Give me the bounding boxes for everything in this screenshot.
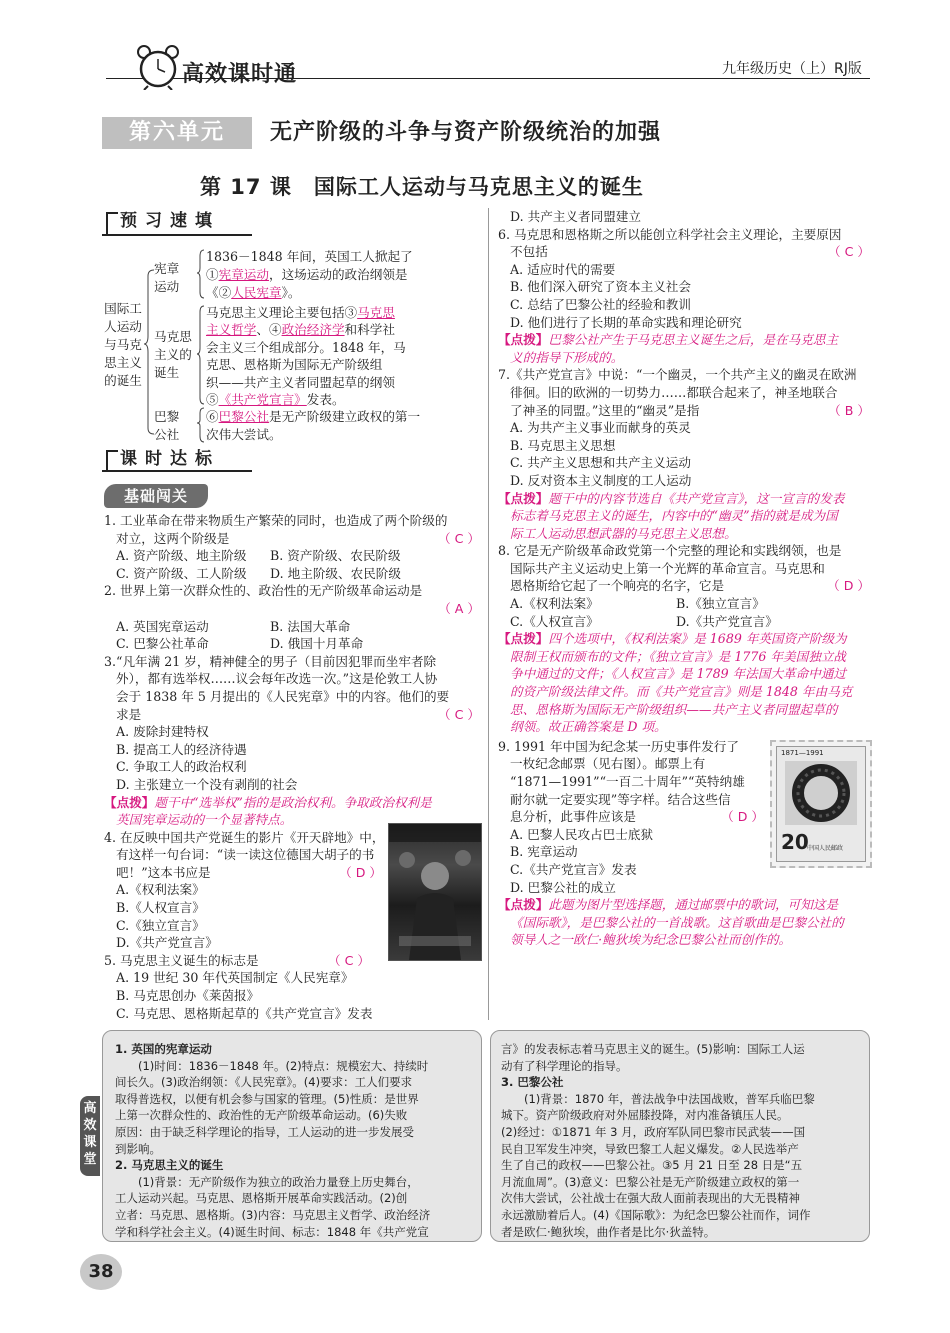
tip-text: 英国宪章运动的一个显著特点。 [116,812,293,828]
option-a: A. 资产阶级、地主阶级 [116,548,247,564]
tip-text: 争中通过的文件；《人权宣言》是 1789 年法国大革命中通过 [510,666,847,682]
fill-answer: 宪章运动 [218,267,269,282]
section-preview-title: 预习速填 [120,211,220,231]
text-span: 》。 [281,285,301,300]
text-line: 织——共产主义者同盟起草的纲领 [206,374,395,390]
tip-text: 思、恩格斯为国际无产阶级组织——共产主义者同盟起草的 [510,701,838,717]
option-c: C. 争取工人的政治权利 [116,759,247,775]
page-number: 38 [80,1254,122,1290]
question-stem: 4. 在反映中国共产党诞生的影片《开天辟地》中， [104,829,385,845]
text-line [206,266,413,284]
stem-text: 求是 [116,706,142,722]
fill-answer: 《共产党宣言》 [218,392,307,408]
stem-text: 吧！”这本书应是 [116,864,211,880]
knowledge-box-left [102,1030,482,1242]
option-a: A. 为共产主义事业而献身的英灵 [510,420,691,436]
tip-text: 标志着马克思主义的诞生，内容中的“幽灵”指的就是成为国 [510,508,838,524]
knowledge-line: 间长久。(3)政治纲领：《人民宪章》。(4)要求：工人们要求 [115,1075,413,1090]
text-span: 和科学社 [344,322,395,338]
text-span: 、④ [256,322,282,338]
root-line: 与马克 [104,337,142,352]
knowledge-line: (2)经过：①1871 年 3 月，政府军队同巴黎市民武装——国 [501,1124,806,1139]
options-row [498,595,870,613]
stem-text: 不包括 [510,244,548,260]
branch-label-chartism [154,260,179,296]
option-c: C.《人权宣言》 [510,613,599,629]
tip-text: 的资产阶级法律文件。而《共产党宣言》则是 1848 年由马克 [510,684,853,700]
option-d: D. 他们进行了长期的革命实践和理论研究 [510,314,742,330]
question-2 [104,582,480,652]
question-stem: 7.《共产党宣言》中说：“一个幽灵，一个共产主义的幽灵在欧洲 [498,367,857,383]
tip-text: 题干中“选举权”指的是政治权利。争取政治权利是 [154,794,432,810]
question-stem [498,577,870,595]
option-b: B.《人权宣言》 [116,900,205,916]
knowledge-line: 取得普选权，以便有机会参与国家的管理。(5)性质：是世界 [115,1091,419,1106]
tip-text: 题干中的内容节选自《共产党宣言》，这一宣言的发表 [548,490,845,506]
option-a: A. 巴黎人民攻占巴士底狱 [510,826,654,842]
answer-mark: （ B ） [828,402,870,418]
branch-label-line: 主义的 [154,347,192,362]
unit-label: 第六单元 [102,117,252,149]
text-line [206,284,413,302]
fill-number: 《② [206,285,232,300]
tip-text: 限制王权而颁布的文件；《独立宣言》是 1776 年美国独立战 [510,648,847,664]
question-stem [498,808,764,826]
branch-label-line: 公社 [154,427,180,442]
question-stem: 一枚纪念邮票（见右图）。邮票上有 [510,756,706,772]
branch-label-line: 巴黎 [154,409,180,424]
option-b: B. 宪章运动 [510,844,578,860]
text-line: 1836－1848 年间，英国工人掀起了 [206,249,413,264]
options-row [104,635,480,653]
option-b: B. 马克思创办《莱茵报》 [116,988,260,1004]
question-stem: 国际共产主义运动史上第一个光辉的革命宣言。马克思和 [510,560,825,576]
root-line: 国际工 [104,301,142,316]
text-line [206,408,420,426]
knowledge-line: 生了自己的政权——巴黎公社。③5 月 21 日至 28 日是“五 [501,1158,803,1173]
question-stem [104,530,480,548]
option-c: C. 总结了巴黎公社的经验和教训 [510,296,691,312]
question-stem: 会于 1838 年 5 月提出的《人民宪章》中的内容。他们的要 [116,688,450,704]
answer-line [104,600,480,618]
knowledge-line: 学和科学社会主义。(4)诞生时间、标志：1848 年《共产党宣 [115,1224,429,1239]
answer-mark: （ D ） [721,809,764,825]
knowledge-box-right [490,1030,870,1242]
text-line [206,304,406,321]
answer-mark: （ D ） [339,864,382,880]
branch-label-marxism [154,328,192,382]
knowledge-heading: 3. 巴黎公社 [501,1075,564,1090]
options-row [104,565,480,583]
tip-label: 【点拨】 [104,794,155,810]
question-7 [498,366,870,542]
root-line: 人运动 [104,319,142,334]
question-stem [104,952,370,970]
knowledge-line: 次伟大尝试，公社战士在强大敌人面前表现出的大无畏精神 [501,1191,800,1206]
text-span: ，这场运动的政治纲领是 [268,267,408,282]
root-line: 思主义 [104,355,142,370]
answer-mark: （ C ） [328,952,370,968]
stem-text: 息分析，此事件应该是 [510,809,636,825]
branch-label-commune [154,408,179,444]
knowledge-line: (1)时间：1836－1848 年。(2)特点：规模宏大、持续时 [115,1058,429,1073]
wreath-icon [785,761,857,825]
option-d: D.《共产党宣言》 [116,935,218,951]
branch-label-line: 诞生 [154,365,180,380]
text-line: 克思、恩格斯为国际无产阶级组 [206,357,383,373]
fill-answer: 巴黎公社 [218,409,269,424]
text-line: 会主义三个组成部分。1848 年，马 [206,339,406,355]
option-d: D. 地主阶级、农民阶级 [270,565,401,581]
logo-text: 高效课时通 [182,62,298,87]
branch-commune-text [206,408,420,444]
question-1 [104,512,480,582]
stamp-country: 中国人民邮政 [807,844,844,852]
tip [498,331,870,349]
tip [498,490,870,508]
tip-text: 四个选项中，《权利法案》是 1689 年英国资产阶级为 [548,631,847,647]
question-stem: “1871—1991”“一百二十周年”“英特纳雄 [510,774,745,789]
branch-chartism-text [206,248,413,302]
knowledge-line: 城下。资产阶级政府对外屈膝投降，对内准备镇压人民。 [501,1108,789,1123]
options-row [104,618,480,636]
text-span: 是无产阶级建立政权的第一 [268,409,421,424]
section-preview [102,208,262,242]
fill-number: ① [206,267,219,282]
knowledge-line: 立者：马克思、恩格斯。(3)内容：马克思主义哲学、政治经济 [115,1207,431,1222]
knowledge-line: 工人运动兴起。马克思、恩格斯开展革命实践活动。(2)创 [115,1191,408,1206]
preview-mindmap [98,246,488,446]
option-c: C. 共产主义思想和共产主义运动 [510,455,691,471]
option-c: C.《独立宣言》 [116,917,205,933]
option-d: D. 主张建立一个没有剥削的社会 [116,776,298,792]
knowledge-right-text [501,1041,863,1240]
root-line: 的诞生 [104,373,142,388]
knowledge-line: 月流血周”。(3)意义：巴黎公社是无产阶级建立政权的第一 [501,1174,800,1189]
question-5 [104,952,480,1022]
knowledge-line: (1)背景：1870 年，普法战争中法国战败，普军兵临巴黎 [501,1091,815,1106]
tip [498,630,870,648]
stamp-inner [776,746,866,862]
question-stem [498,402,870,420]
option-a: A.《权利法案》 [116,882,205,898]
knowledge-line: 上第一次群众性的、政治性的无产阶级革命运动。(6)失败 [115,1108,408,1123]
tip-label: 【点拨】 [498,897,549,913]
branch-label-line: 马克思 [154,329,192,344]
stamp-value: 20 [781,829,809,854]
option-a: A. 19 世纪 30 年代英国制定《人民宪章》 [116,970,354,986]
option-d: D. 俄国十月革命 [270,636,364,652]
tip-text: 《国际歌》，是巴黎公社的一首战歌。这首歌曲是巴黎公社的 [510,914,844,930]
knowledge-line: (1)背景：无产阶级作为独立的政治力量登上历史舞台， [115,1174,419,1189]
knowledge-left-text [115,1041,475,1240]
tip-label: 【点拨】 [498,631,549,647]
tip-text: 纲领。故正确答案是 D 项。 [510,719,667,735]
stem-text: 恩格斯给它起了一个响亮的名字，它是 [510,578,725,594]
text-line [206,391,406,408]
question-stem: 3.“凡年满 21 岁，精神健全的男子（目前因犯罪而坐牢者除 [104,653,437,669]
question-stem: 9. 1991 年中国为纪念某一历史事件发行了 [498,738,739,754]
option-b: B. 马克思主义思想 [510,437,616,453]
answer-mark: （ C ） [438,530,480,546]
option-d: D.《共产党宣言》 [676,613,778,629]
option-c: C. 马克思、恩格斯起草的《共产党宣言》发表 [116,1005,373,1021]
stem-text: 5. 马克思主义诞生的标志是 [104,952,259,968]
lesson-title: 第 17 课 国际工人运动与马克思主义的诞生 [200,175,644,199]
side-tab [80,1096,100,1176]
knowledge-line: 永远激励着后人。(4)《国际歌》：为纪念巴黎公社而作，词作 [501,1207,811,1222]
stem-text: 了神圣的同盟。”这里的“幽灵”是指 [510,402,700,418]
branch-marxism-text [206,304,406,408]
option-c: C.《共产党宣言》发表 [510,861,637,877]
movie-poster-image [388,823,482,961]
tip [498,896,870,914]
question-stem [498,243,870,261]
answer-mark: （ C ） [438,706,480,722]
option-a: A. 英国宪章运动 [116,618,209,634]
options-row [498,613,870,631]
option-c: C. 巴黎公社革命 [116,636,209,652]
question-3 [104,653,480,829]
column-divider [488,208,489,1020]
question-9 [498,738,870,949]
fill-number: ⑤ [206,392,219,408]
grade-label: 九年级历史（上）RJ版 [722,61,862,77]
section-basic: 基础闯关 [104,484,208,508]
question-stem: 6. 马克思和恩格斯之所以能创立科学社会主义理论，主要原因 [498,226,842,242]
text-line [206,321,406,338]
question-stem: 外），都有选举权……议会每年改选一次。”这是伦敦工人协 [116,671,438,687]
option-b: B. 资产阶级、农民阶级 [270,548,401,564]
question-6 [498,226,870,367]
question-stem: 2. 世界上第一次群众性的、政治性的无产阶级革命运动是 [104,583,423,599]
stamp-years: 1871—1991 [781,748,824,757]
tip-text: 巴黎公社产生于马克思主义诞生之后，是在马克思主 [548,332,839,348]
knowledge-line: 言》的发表标志着马克思主义的诞生。(5)影响：国际工人运 [501,1042,805,1056]
header [0,40,950,100]
option-a: A. 废除封建特权 [116,724,209,740]
option-d: D. 巴黎公社的成立 [510,879,616,895]
question-stem: 1. 工业革命在带来物质生产繁荣的同时，也造成了两个阶级的 [104,513,448,528]
option-d: D. 共产主义者同盟建立 [510,209,641,224]
question-8 [498,542,870,736]
fill-answer: 主义哲学 [206,322,257,338]
option-b: B. 提高工人的经济待遇 [116,741,247,757]
right-questions [498,208,870,949]
fill-answer: 马克思 [357,305,395,320]
question-stem: 耐尔就一定要实现”等字样。结合这些信 [510,791,731,807]
section-standard-title: 课时达标 [120,449,220,469]
branch-label-line: 运动 [154,279,180,294]
option-d: D. 反对资本主义制度的工人运动 [510,472,692,488]
knowledge-line: 到影响。 [115,1141,161,1156]
question-stem: 有这样一句台词：“读一读这位德国大胡子的书 [116,847,375,863]
text-span: 发表。 [306,392,345,408]
option-b: B. 法国大革命 [270,618,351,634]
tip-label: 【点拨】 [498,332,549,348]
clock-icon [136,44,180,90]
fill-number: ⑥ [206,409,219,424]
option-a: A.《权利法案》 [510,596,599,612]
option-a: A. 适应时代的需要 [510,261,616,277]
mindmap-root [98,300,148,390]
question-stem [104,864,382,882]
tip-text: 此题为图片型选择题，通过邮票中的歌词，可知这是 [548,897,839,913]
knowledge-line: 动有了科学理论的指导。 [501,1058,628,1073]
option-b: B.《独立宣言》 [676,596,765,612]
tip-text: 义的指导下形成的。 [510,349,624,365]
answer-mark: （ D ） [827,578,870,594]
knowledge-heading: 2. 马克思主义的诞生 [115,1158,224,1173]
side-tab-label: 高效课堂 [83,1101,97,1167]
text-line: 次伟大尝试。 [206,427,282,442]
answer-mark: （ C ） [828,244,870,260]
question-4 [104,829,480,952]
tip-text: 际工人运动思想武器的马克思主义思想。 [510,525,737,541]
option-c: C. 资产阶级、工人阶级 [116,565,247,581]
text-span: 马克思主义理论主要包括③ [206,305,358,320]
answer-mark: （ A ） [438,600,480,616]
question-stem [104,706,480,724]
tip [104,794,480,812]
fill-answer: 人民宪章 [231,285,282,300]
knowledge-line: 者是欧仁·鲍狄埃，曲作者是比尔·狄盖特。 [501,1224,716,1239]
unit-title: 无产阶级的斗争与资产阶级统治的加强 [270,120,662,145]
stem-text: 对立，这两个阶级是 [116,530,230,546]
options-row [104,547,480,565]
branch-label-line: 宪章 [154,261,180,276]
tip-label: 【点拨】 [498,490,549,506]
question-stem: 8. 它是无产阶级革命政党第一个完整的理论和实践纲领，也是 [498,543,842,559]
commemorative-stamp-image [770,740,872,868]
fill-answer: 政治经济学 [281,322,345,338]
option-b: B. 他们深入研究了资本主义社会 [510,279,691,295]
knowledge-line: 民自卫军发生冲突，导致巴黎工人起义爆发。②人民选举产 [501,1141,799,1156]
tip-text: 领导人之一欧仁·鲍狄埃为纪念巴黎公社而创作的。 [510,932,792,948]
section-standard [102,446,262,480]
knowledge-line: 原因：由于缺乏科学理论的指导，工人运动的进一步发展受 [115,1124,414,1139]
question-stem: 徘徊。旧的欧洲的一切势力……都联合起来了，神圣地联合 [510,384,838,400]
knowledge-heading: 1. 英国的宪章运动 [115,1042,212,1056]
left-questions [104,512,480,1022]
